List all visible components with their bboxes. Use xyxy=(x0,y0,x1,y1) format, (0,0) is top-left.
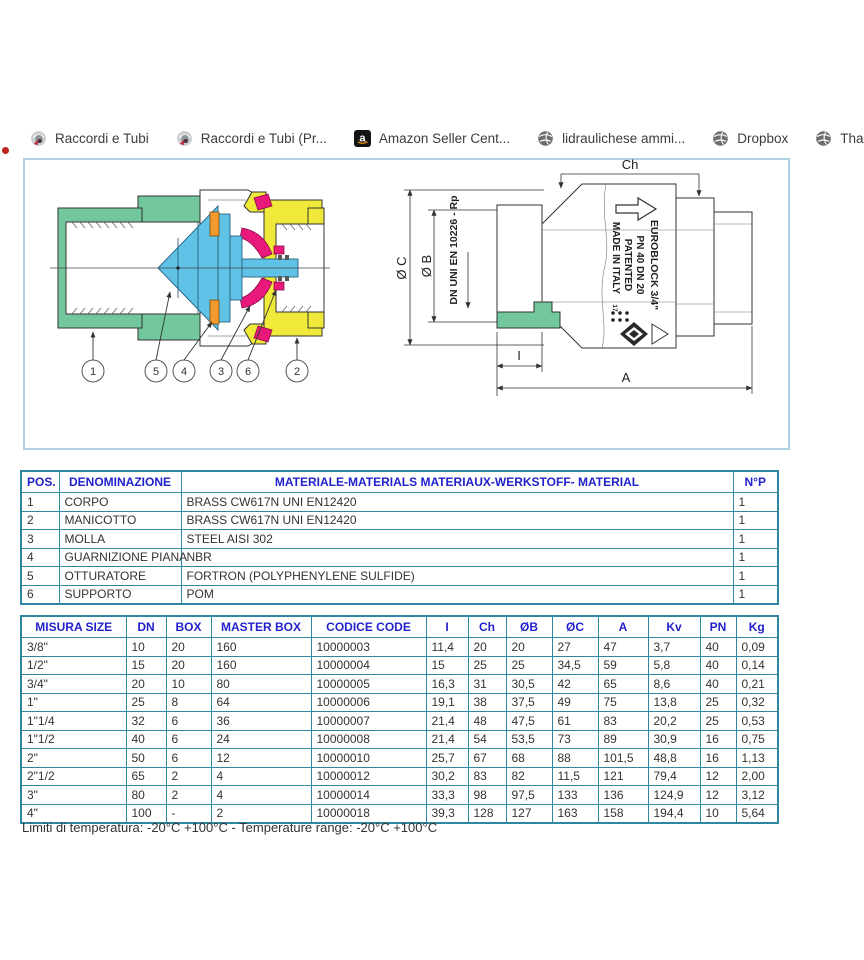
dim-label-a: A xyxy=(621,370,631,385)
table-cell: 27 xyxy=(552,638,598,657)
table-cell: BRASS CW617N UNI EN12420 xyxy=(181,511,733,530)
table-cell: 1,13 xyxy=(736,749,778,768)
table-cell: 2 xyxy=(21,511,59,530)
table-cell: 11,5 xyxy=(552,767,598,786)
sizes-table xyxy=(20,615,779,824)
table-cell: 40 xyxy=(700,656,736,675)
table-cell: 75 xyxy=(598,693,648,712)
table-header-cell: PN xyxy=(700,616,736,638)
table-cell: 3,12 xyxy=(736,786,778,805)
callout-4: 4 xyxy=(180,366,188,378)
temperature-note: Limiti di temperatura: -20°C +100°C - Temperature range: -20°C +100°C xyxy=(22,820,438,835)
table-cell: 24 xyxy=(211,730,311,749)
callout-5: 5 xyxy=(152,366,160,378)
table-cell: 80 xyxy=(211,675,311,694)
table-cell: 15 xyxy=(126,656,166,675)
table-cell: 0,75 xyxy=(736,730,778,749)
table-cell: 25 xyxy=(468,656,506,675)
table-cell: 163 xyxy=(552,804,598,823)
table-cell: 88 xyxy=(552,749,598,768)
table-cell: 49 xyxy=(552,693,598,712)
table-cell: 10000005 xyxy=(311,675,426,694)
table-cell: 48 xyxy=(468,712,506,731)
table-cell: 1"1/4 xyxy=(21,712,126,731)
table-cell: CORPO xyxy=(59,493,181,512)
table-cell: 20 xyxy=(166,656,211,675)
table-cell: 4" xyxy=(21,804,126,823)
table-cell: 6 xyxy=(21,585,59,604)
bookmark-label: Raccordi e Tubi xyxy=(55,130,149,146)
table-cell: 1" xyxy=(21,693,126,712)
table-cell: 2" xyxy=(21,749,126,768)
bookmark-label: Raccordi e Tubi (Pr... xyxy=(200,130,327,146)
table-cell: SUPPORTO xyxy=(59,585,181,604)
table-cell: 121 xyxy=(598,767,648,786)
table-cell: 1 xyxy=(733,511,778,530)
body-text-made-in: MADE IN ITALY xyxy=(610,221,621,295)
table-cell: 10000007 xyxy=(311,712,426,731)
body-text-17: 17 xyxy=(611,304,618,312)
table-cell: 37,5 xyxy=(506,693,552,712)
table-row xyxy=(21,767,778,786)
table-header-cell: N°P xyxy=(733,471,778,493)
table-cell: 25 xyxy=(506,656,552,675)
table-cell: 1 xyxy=(733,493,778,512)
table-cell: 82 xyxy=(506,767,552,786)
table-header-cell: BOX xyxy=(166,616,211,638)
bookmark-amazon-seller-central[interactable] xyxy=(354,130,510,147)
table-cell: 12 xyxy=(211,749,311,768)
body-text-patented: PATENTED xyxy=(622,238,633,292)
table-cell: 98 xyxy=(468,786,506,805)
table-cell: 3 xyxy=(21,530,59,549)
table-cell: 20 xyxy=(506,638,552,657)
table-cell: 1 xyxy=(733,548,778,567)
table-cell: 8,6 xyxy=(648,675,700,694)
center-dot xyxy=(176,266,179,269)
bookmark-dropbox[interactable] xyxy=(712,130,788,147)
bookmark-label: Tha xyxy=(840,130,864,146)
table-header-cell: MASTER BOX xyxy=(211,616,311,638)
bookmark-clipped[interactable] xyxy=(815,130,863,147)
table-cell: 1 xyxy=(733,585,778,604)
table-cell: 2"1/2 xyxy=(21,767,126,786)
prestashop-icon xyxy=(30,130,47,147)
table-cell: 0,32 xyxy=(736,693,778,712)
table-cell: 42 xyxy=(552,675,598,694)
table-cell: 16,3 xyxy=(426,675,468,694)
red-dot-indicator xyxy=(2,147,9,154)
table-header-cell: DENOMINAZIONE xyxy=(59,471,181,493)
table-cell: 89 xyxy=(598,730,648,749)
table-header-cell: ØB xyxy=(506,616,552,638)
table-cell: 38 xyxy=(468,693,506,712)
table-cell: 10 xyxy=(166,675,211,694)
globe-icon xyxy=(712,130,729,147)
callout-1: 1 xyxy=(89,366,97,378)
table-cell: 21,4 xyxy=(426,712,468,731)
table-cell: 30,9 xyxy=(648,730,700,749)
table-cell: 1 xyxy=(733,530,778,549)
outlet-nut-outline xyxy=(676,198,714,336)
table-cell: 5,8 xyxy=(648,656,700,675)
table-cell: 0,14 xyxy=(736,656,778,675)
table-cell: 3" xyxy=(21,786,126,805)
sizes-table-header-row xyxy=(21,616,778,638)
table-cell: 20 xyxy=(126,675,166,694)
table-cell: 32 xyxy=(126,712,166,731)
table-cell: 40 xyxy=(700,675,736,694)
bookmark-label: lidraulichese ammi... xyxy=(562,130,686,146)
table-cell: 25 xyxy=(126,693,166,712)
table-cell: 10000014 xyxy=(311,786,426,805)
table-cell: 5 xyxy=(21,567,59,586)
table-cell: 12 xyxy=(700,786,736,805)
table-header-cell: Kg xyxy=(736,616,778,638)
table-cell: 10000006 xyxy=(311,693,426,712)
table-cell: 73 xyxy=(552,730,598,749)
table-cell: 160 xyxy=(211,656,311,675)
bookmarks-bar xyxy=(0,123,864,153)
table-row xyxy=(21,585,778,604)
globe-icon xyxy=(537,130,554,147)
table-cell: 59 xyxy=(598,656,648,675)
table-row xyxy=(21,530,778,549)
table-cell: 65 xyxy=(126,767,166,786)
table-cell: 124,9 xyxy=(648,786,700,805)
table-cell: 31 xyxy=(468,675,506,694)
table-cell: 10000004 xyxy=(311,656,426,675)
table-cell: 19,1 xyxy=(426,693,468,712)
callout-6: 6 xyxy=(244,366,252,378)
table-cell: 25 xyxy=(700,693,736,712)
dim-label-ob: Ø B xyxy=(419,254,434,278)
table-cell: 3/8" xyxy=(21,638,126,657)
callout-2: 2 xyxy=(293,366,301,378)
table-cell: 1 xyxy=(21,493,59,512)
table-cell: 67 xyxy=(468,749,506,768)
table-header-cell: ØC xyxy=(552,616,598,638)
table-cell: 10000003 xyxy=(311,638,426,657)
table-cell: 97,5 xyxy=(506,786,552,805)
table-cell: 16 xyxy=(700,749,736,768)
table-row xyxy=(21,786,778,805)
table-cell: 39,3 xyxy=(426,804,468,823)
table-cell: 47,5 xyxy=(506,712,552,731)
bookmark-raccordi-e-tubi-pr[interactable] xyxy=(176,130,327,147)
table-cell: 30,5 xyxy=(506,675,552,694)
table-cell: 3/4" xyxy=(21,675,126,694)
table-cell: 10000018 xyxy=(311,804,426,823)
table-cell: OTTURATORE xyxy=(59,567,181,586)
table-row xyxy=(21,712,778,731)
table-cell: 64 xyxy=(211,693,311,712)
table-cell: 15 xyxy=(426,656,468,675)
table-cell: 79,4 xyxy=(648,767,700,786)
table-cell: 83 xyxy=(468,767,506,786)
prestashop-icon xyxy=(176,130,193,147)
table-cell: 53,5 xyxy=(506,730,552,749)
table-cell: 10000008 xyxy=(311,730,426,749)
amazon-icon xyxy=(354,130,371,147)
table-cell: 21,4 xyxy=(426,730,468,749)
bookmark-idraulichese[interactable] xyxy=(537,130,685,147)
callout-circles xyxy=(82,360,308,382)
table-cell: 101,5 xyxy=(598,749,648,768)
table-cell: 48,8 xyxy=(648,749,700,768)
table-cell: 160 xyxy=(211,638,311,657)
table-cell: 68 xyxy=(506,749,552,768)
globe-icon xyxy=(815,130,832,147)
table-cell: 1"1/2 xyxy=(21,730,126,749)
table-cell: STEEL AISI 302 xyxy=(181,530,733,549)
table-cell: 40 xyxy=(126,730,166,749)
table-row xyxy=(21,493,778,512)
bookmark-raccordi-e-tubi[interactable] xyxy=(30,130,149,147)
table-cell: 2,00 xyxy=(736,767,778,786)
table-header-cell: MATERIALE-MATERIALS MATERIAUX-WERKSTOFF- MATERIAL xyxy=(181,471,733,493)
callout-3: 3 xyxy=(217,366,225,378)
table-cell: 8 xyxy=(166,693,211,712)
table-cell: 0,09 xyxy=(736,638,778,657)
table-cell: 33,3 xyxy=(426,786,468,805)
table-cell: 6 xyxy=(166,749,211,768)
sizes-table-body xyxy=(21,638,778,824)
body-text-euroblock: EUROBLOCK 3/4" xyxy=(648,219,660,311)
table-cell: 54 xyxy=(468,730,506,749)
table-cell: FORTRON (POLYPHENYLENE SULFIDE) xyxy=(181,567,733,586)
table-cell: 194,4 xyxy=(648,804,700,823)
table-cell: 11,4 xyxy=(426,638,468,657)
table-cell: MANICOTTO xyxy=(59,511,181,530)
table-cell: BRASS CW617N UNI EN12420 xyxy=(181,493,733,512)
table-header-cell: POS. xyxy=(21,471,59,493)
table-cell: - xyxy=(166,804,211,823)
table-row xyxy=(21,567,778,586)
table-header-cell: I xyxy=(426,616,468,638)
table-cell: 2 xyxy=(211,804,311,823)
table-row xyxy=(21,548,778,567)
table-cell: 4 xyxy=(211,767,311,786)
table-cell: POM xyxy=(181,585,733,604)
table-cell: 2 xyxy=(166,786,211,805)
table-cell: 0,53 xyxy=(736,712,778,731)
table-cell: 4 xyxy=(21,548,59,567)
table-cell: 3,7 xyxy=(648,638,700,657)
table-cell: 65 xyxy=(598,675,648,694)
table-cell: 127 xyxy=(506,804,552,823)
valve-cutaway-drawing xyxy=(50,178,330,393)
materials-table-body xyxy=(21,493,778,605)
table-cell: NBR xyxy=(181,548,733,567)
table-cell: 30,2 xyxy=(426,767,468,786)
table-row xyxy=(21,749,778,768)
table-cell: MOLLA xyxy=(59,530,181,549)
bookmark-label: Dropbox xyxy=(737,130,789,146)
table-cell: 16 xyxy=(700,730,736,749)
table-row xyxy=(21,675,778,694)
table-cell: 158 xyxy=(598,804,648,823)
table-cell: 1 xyxy=(733,567,778,586)
table-cell: 50 xyxy=(126,749,166,768)
table-cell: 100 xyxy=(126,804,166,823)
table-row xyxy=(21,638,778,657)
table-cell: 2 xyxy=(166,767,211,786)
table-row xyxy=(21,511,778,530)
table-cell: 10000010 xyxy=(311,749,426,768)
table-header-cell: CODICE CODE xyxy=(311,616,426,638)
table-row xyxy=(21,693,778,712)
table-cell: 61 xyxy=(552,712,598,731)
table-cell: 34,5 xyxy=(552,656,598,675)
outlet-pipe-outline xyxy=(714,212,752,324)
materials-table xyxy=(20,470,779,605)
table-cell: 10 xyxy=(700,804,736,823)
table-cell: 20 xyxy=(166,638,211,657)
table-cell: 133 xyxy=(552,786,598,805)
table-cell: 47 xyxy=(598,638,648,657)
dim-label-dn-thread: DN UNI EN 10226 - Rp xyxy=(448,195,460,305)
body-text-pn-dn: PN 40 DN 20 xyxy=(634,235,645,295)
table-cell: 20,2 xyxy=(648,712,700,731)
dim-label-oc: Ø C xyxy=(394,256,409,280)
table-cell: 25,7 xyxy=(426,749,468,768)
table-row xyxy=(21,730,778,749)
table-cell: 12 xyxy=(700,767,736,786)
table-cell: 13,8 xyxy=(648,693,700,712)
table-row xyxy=(21,656,778,675)
table-cell: 1/2" xyxy=(21,656,126,675)
table-cell: 136 xyxy=(598,786,648,805)
table-cell: 6 xyxy=(166,730,211,749)
table-cell: 6 xyxy=(166,712,211,731)
table-cell: 83 xyxy=(598,712,648,731)
table-header-cell: A xyxy=(598,616,648,638)
dim-label-i: I xyxy=(517,348,521,363)
dim-label-ch: Ch xyxy=(621,157,639,172)
table-cell: 5,64 xyxy=(736,804,778,823)
materials-table-header-row xyxy=(21,471,778,493)
table-header-cell: MISURA SIZE xyxy=(21,616,126,638)
table-cell: 0,21 xyxy=(736,675,778,694)
table-cell: 40 xyxy=(700,638,736,657)
valve-dimension-drawing xyxy=(394,157,788,405)
table-header-cell: Kv xyxy=(648,616,700,638)
table-cell: 4 xyxy=(211,786,311,805)
amazon-letter: a xyxy=(359,131,366,144)
table-cell: 20 xyxy=(468,638,506,657)
table-cell: 10 xyxy=(126,638,166,657)
table-header-cell: DN xyxy=(126,616,166,638)
table-cell: 10000012 xyxy=(311,767,426,786)
table-header-cell: Ch xyxy=(468,616,506,638)
table-cell: GUARNIZIONE PIANA xyxy=(59,548,181,567)
table-cell: 25 xyxy=(700,712,736,731)
bookmark-label: Amazon Seller Cent... xyxy=(378,130,511,146)
table-cell: 128 xyxy=(468,804,506,823)
table-cell: 36 xyxy=(211,712,311,731)
table-cell: 80 xyxy=(126,786,166,805)
